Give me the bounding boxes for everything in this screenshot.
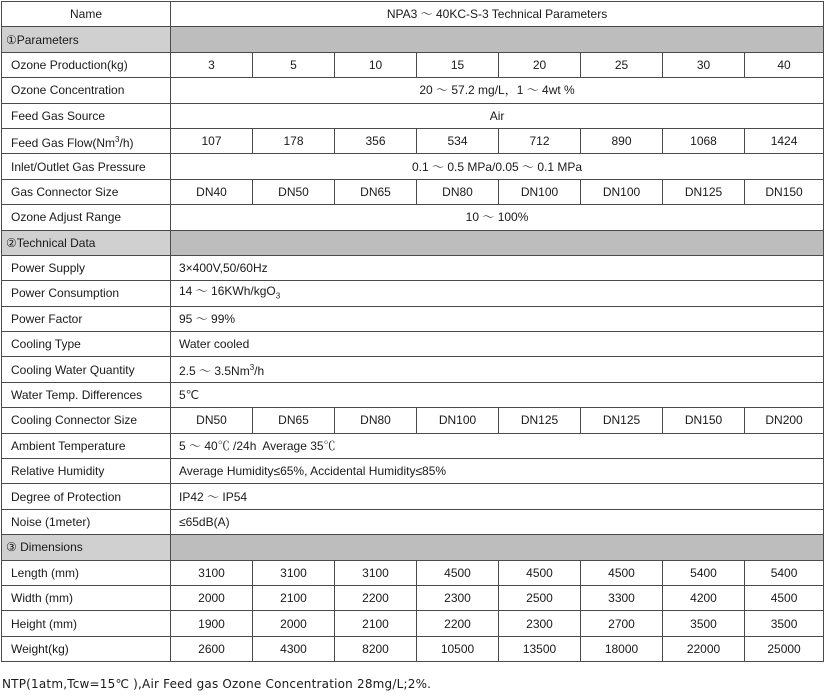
- table-cell: DN80: [417, 179, 499, 204]
- row-label: Relative Humidity: [2, 459, 171, 484]
- table-cell: 1424: [745, 128, 824, 153]
- table-row: [2, 332, 824, 357]
- table-cell: DN150: [745, 179, 824, 204]
- row-label: Gas Connector Size: [2, 179, 171, 204]
- row-value: 10 ～ 100%: [171, 205, 824, 230]
- table-cell: DN125: [581, 408, 663, 433]
- table-title: NPA3 ～ 40KC-S-3 Technical Parameters: [171, 2, 824, 27]
- table-cell: DN100: [581, 179, 663, 204]
- section-fill: [171, 230, 824, 255]
- row-label: Ozone Production(kg): [2, 52, 171, 77]
- table-cell: 107: [171, 128, 253, 153]
- section-fill: [171, 535, 824, 560]
- row-label: Cooling Water Quantity: [2, 357, 171, 382]
- row-value: 20 ～ 57.2 mg/L，1 ～ 4wt %: [171, 78, 824, 103]
- row-label: Ozone Adjust Range: [2, 205, 171, 230]
- row-label: Power Supply: [2, 255, 171, 280]
- table-cell: DN100: [499, 179, 581, 204]
- table-cell: 3300: [581, 585, 663, 610]
- table-cell: 3500: [745, 611, 824, 636]
- table-cell: DN100: [417, 408, 499, 433]
- table-cell: 10500: [417, 636, 499, 661]
- table-row: [2, 408, 824, 433]
- table-cell: 15: [417, 52, 499, 77]
- table-cell: 13500: [499, 636, 581, 661]
- table-cell: 4500: [745, 585, 824, 610]
- table-cell: DN200: [745, 408, 824, 433]
- row-label: Inlet/Outlet Gas Pressure: [2, 154, 171, 179]
- table-row: [2, 205, 824, 230]
- footnote: NTP(1atm,Tcw=15℃ ),Air Feed gas Ozone Concentration 28mg/L;2%.: [2, 677, 432, 691]
- table-row: [2, 636, 824, 661]
- table-cell: DN65: [335, 179, 417, 204]
- row-value: 14 ～ 16KWh/kgO$_3$: [171, 281, 824, 306]
- table-row: [2, 560, 824, 585]
- table-cell: 10: [335, 52, 417, 77]
- table-row: [2, 509, 824, 534]
- table-row: [2, 459, 824, 484]
- row-label: Weight(kg): [2, 636, 171, 661]
- section-technical-data: [2, 230, 824, 255]
- table-cell: 25000: [745, 636, 824, 661]
- row-label: Ozone Concentration: [2, 78, 171, 103]
- table-cell: 534: [417, 128, 499, 153]
- table-cell: 356: [335, 128, 417, 153]
- table-cell: DN125: [499, 408, 581, 433]
- row-label: Ambient Temperature: [2, 433, 171, 458]
- section-fill: [171, 27, 824, 52]
- table-cell: 2100: [335, 611, 417, 636]
- table-cell: 3: [171, 52, 253, 77]
- table-row: [2, 255, 824, 280]
- section-parameters: [2, 27, 824, 52]
- row-label: Width (mm): [2, 585, 171, 610]
- table-cell: 1068: [663, 128, 745, 153]
- table-row: [2, 103, 824, 128]
- header-row: [2, 2, 824, 27]
- table-cell: 890: [581, 128, 663, 153]
- table-row: [2, 611, 824, 636]
- table-cell: 2500: [499, 585, 581, 610]
- table-row: [2, 306, 824, 331]
- table-cell: 40: [745, 52, 824, 77]
- section-title: ①Parameters: [2, 27, 171, 52]
- table-cell: 4500: [417, 560, 499, 585]
- table-cell: 3500: [663, 611, 745, 636]
- row-value: Air: [171, 103, 824, 128]
- table-cell: 2000: [253, 611, 335, 636]
- table-row: [2, 382, 824, 407]
- row-value: Average Humidity≤65%, Accidental Humidity≤85%: [171, 459, 824, 484]
- name-header: Name: [2, 2, 171, 27]
- table-cell: 25: [581, 52, 663, 77]
- table-cell: 1900: [171, 611, 253, 636]
- table-row: [2, 281, 824, 306]
- table-row: [2, 179, 824, 204]
- row-label: Noise (1meter): [2, 509, 171, 534]
- row-label: Water Temp. Differences: [2, 382, 171, 407]
- table-row: [2, 78, 824, 103]
- row-value: 95 ～ 99%: [171, 306, 824, 331]
- row-value: Water cooled: [171, 332, 824, 357]
- row-value: 3×400V,50/60Hz: [171, 255, 824, 280]
- table-cell: 22000: [663, 636, 745, 661]
- table-cell: 2300: [499, 611, 581, 636]
- row-label: Degree of Protection: [2, 484, 171, 509]
- table-row: [2, 433, 824, 458]
- table-cell: 3100: [253, 560, 335, 585]
- table-cell: DN80: [335, 408, 417, 433]
- table-cell: DN65: [253, 408, 335, 433]
- row-value: 5℃: [171, 382, 824, 407]
- table-cell: 178: [253, 128, 335, 153]
- table-cell: 3100: [171, 560, 253, 585]
- table-cell: DN40: [171, 179, 253, 204]
- table-row: [2, 484, 824, 509]
- row-label: Length (mm): [2, 560, 171, 585]
- table-row: [2, 357, 824, 382]
- section-title: ③ Dimensions: [2, 535, 171, 560]
- table-cell: DN50: [253, 179, 335, 204]
- table-cell: 4500: [581, 560, 663, 585]
- row-label: Feed Gas Source: [2, 103, 171, 128]
- table-row: [2, 585, 824, 610]
- table-cell: 5400: [745, 560, 824, 585]
- row-value: ≤65dB(A): [171, 509, 824, 534]
- section-title: ②Technical Data: [2, 230, 171, 255]
- table-cell: 712: [499, 128, 581, 153]
- row-value: IP42 ～ IP54: [171, 484, 824, 509]
- row-value: 0.1 ～ 0.5 MPa/0.05 ～ 0.1 MPa: [171, 154, 824, 179]
- row-label: Power Factor: [2, 306, 171, 331]
- table-cell: 30: [663, 52, 745, 77]
- table-row: [2, 52, 824, 77]
- table-cell: 5400: [663, 560, 745, 585]
- table-cell: 8200: [335, 636, 417, 661]
- row-label: Cooling Type: [2, 332, 171, 357]
- table-cell: DN150: [663, 408, 745, 433]
- table-row: [2, 128, 824, 153]
- table-cell: 4300: [253, 636, 335, 661]
- row-label: Cooling Connector Size: [2, 408, 171, 433]
- section-dimensions: [2, 535, 824, 560]
- table-cell: 18000: [581, 636, 663, 661]
- row-label: Feed Gas Flow(Nm$^3$/h): [2, 128, 171, 153]
- table-cell: 2700: [581, 611, 663, 636]
- table-cell: 5: [253, 52, 335, 77]
- table-cell: 2300: [417, 585, 499, 610]
- table-cell: DN50: [171, 408, 253, 433]
- table-cell: 3100: [335, 560, 417, 585]
- table-cell: 2000: [171, 585, 253, 610]
- table-row: [2, 154, 824, 179]
- row-label: Power Consumption: [2, 281, 171, 306]
- table-cell: 2200: [335, 585, 417, 610]
- table-cell: 2600: [171, 636, 253, 661]
- row-label: Height (mm): [2, 611, 171, 636]
- table-cell: 4500: [499, 560, 581, 585]
- technical-parameters-table: [1, 1, 824, 662]
- table-cell: 2100: [253, 585, 335, 610]
- table-cell: 20: [499, 52, 581, 77]
- table-cell: 4200: [663, 585, 745, 610]
- table-cell: 2200: [417, 611, 499, 636]
- row-value: 2.5 ～ 3.5Nm$^3$/h: [171, 357, 824, 382]
- table-cell: DN125: [663, 179, 745, 204]
- row-value: 5 ～ 40℃ /24h Average 35℃: [171, 433, 824, 458]
